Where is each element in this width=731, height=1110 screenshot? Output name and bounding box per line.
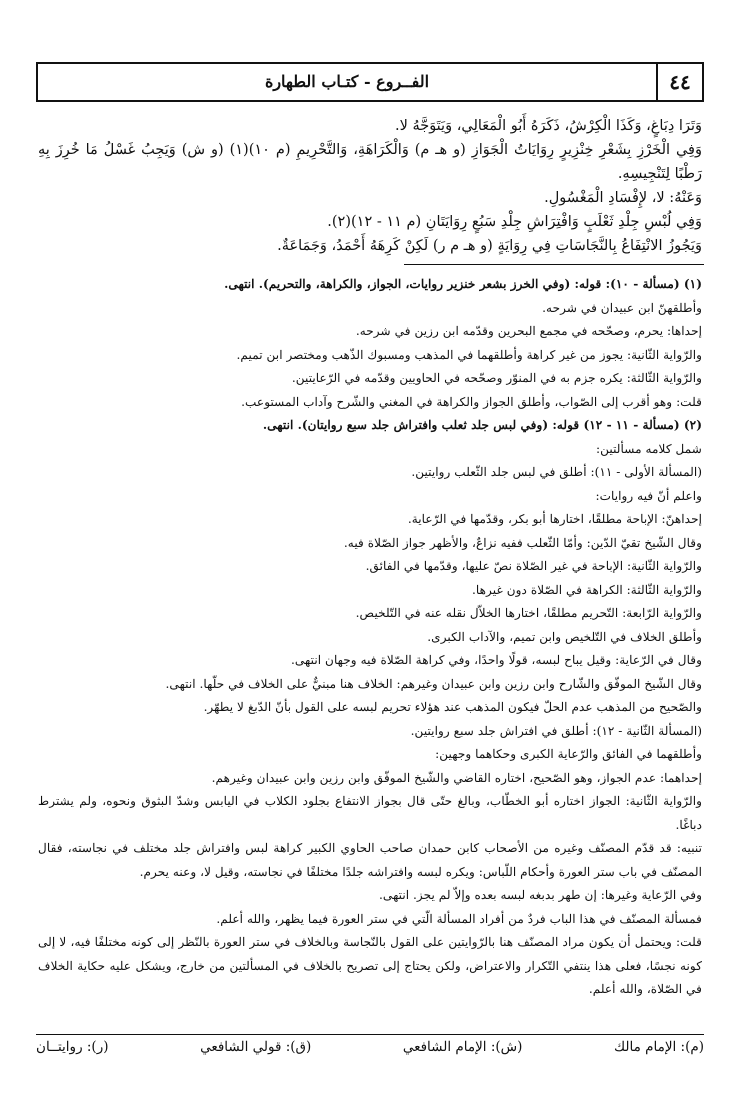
footnote-line: (المسألة الأولى - ١١): أطلق في لبس جلد الثّعلب روايتين. bbox=[411, 465, 702, 479]
footnote-line: إحداها: يحرم، وصحّحه في مجمع البحرين وقدّمه ابن رزين في شرحه. bbox=[355, 324, 702, 338]
legend-shafii-sayings: (ق): قولي الشافعي bbox=[200, 1039, 312, 1055]
footnote-line: (المسألة الثّانية - ١٢): أطلق في افتراش جلد سبع روايتين. bbox=[410, 723, 702, 738]
footnote-line: وفي الرّعاية وغيرها: إن طهر بدبغه لبسه بعده وإلاّ لم يجز. انتهى. bbox=[379, 888, 702, 902]
main-paragraph: وَعَنْهُ: لا، لإِفْسَادِ الْمَغْسُولِ. bbox=[544, 190, 702, 206]
footnote-line: إحداهنّ: الإباحة مطلقًا، اختارها أبو بكر، وقدّمها في الرّعاية. bbox=[407, 512, 702, 526]
footnote-line: والرّواية الثّالثة: الكراهة في الصّلاة دون غيرها. bbox=[472, 582, 702, 597]
footnote-line: والرّواية الثّالثة: يكره جزم به في المنوّر وصحّحه في الحاويين وقدّمه في الرّعايتين. bbox=[291, 371, 702, 385]
page-title: الفــروع - كتـاب الطهارة bbox=[264, 72, 430, 91]
footnote-line: قلت: وهو أقرب إلى الصّواب، وأطلق الجواز والكراهة في المغني والشّرح وآداب المستوعب. bbox=[241, 394, 702, 409]
footnote-line: تنبيه: قد قدّم المصنّف وغيره من الأصحاب كابن حمدان صاحب الحاوي الكبير كراهة لبس وافتراش جلد مختلف في نجاسته، فقال المصنّف في باب ستر العورة وأحكام اللّباس: ويكره لبسه وافتراشه جلدًا مختلفًا في نجاسته، وقيل لا، وعنه يحرم. bbox=[38, 841, 702, 879]
footnote-line: والرّواية الثّانية: الجواز اختاره أبو الخطّاب، وبالغ حتّى قال بجواز الانتفاع بجلود الكلاب في اليابس وشدّ البثوق ونحوه، ولم يشترط دباغًا. bbox=[38, 794, 702, 832]
footnote-line: والصّحيح من المذهب عدم الحلّ فيكون المذهب عند هؤلاء تحريم لبسه على القول بأنّ الدّبغ لا يطهّر. bbox=[203, 700, 702, 714]
main-paragraph: وَفِي لُبْسِ جِلْدِ ثَعْلَبٍ وَافْتِرَاشِ جِلْدِ سَبُعٍ رِوَايَتَانِ (م ١١ - ١٢)(٢). bbox=[327, 214, 702, 230]
footnote-line: إحداهما: عدم الجواز، وهو الصّحيح، اختاره القاضي والشّيخ الموفّق وابن رزين وابن عبيدان وغيرهم. bbox=[211, 770, 702, 785]
legend-two-narrations: (ر): روايتــان bbox=[36, 1039, 109, 1055]
footnote-line: قلت: ويحتمل أن يكون مراد المصنّف هنا بالرّوايتين على القول بالنّجاسة وبالخلاف في ستر العورة بالنّظر إلى كونه مختلفًا فيه، لا إلى كونه نجسًا، فعلى هذا ينتفي التّكرار والاعتراض، ولكن يحتاج إلى تصريح بالخلاف في المسألتين من خارج، ويشكل عليه حكاية الخلاف في الصّلاة، والله أعلم. bbox=[38, 935, 702, 996]
footnote-line: وقال في الرّعاية: وقيل يباح لبسه، قولًا واحدًا، وفي كراهة الصّلاة فيه وجهان انتهى. bbox=[291, 653, 702, 667]
abbreviations-legend bbox=[36, 1034, 704, 1055]
footnote-line: وقال الشّيخ الموفّق والشّارح وابن رزين وابن عبيدان وغيرهم: الخلاف هنا مبنيٌّ على الخلاف في حلّها. انتهى. bbox=[165, 676, 702, 691]
footnotes bbox=[36, 273, 704, 1002]
footnote-line: وأطلق الخلاف في التّلخيص وابن تميم، والآداب الكبرى. bbox=[427, 629, 702, 644]
footnote-line: والرّواية الرّابعة: التّحريم مطلقًا، اختارها الخلاّل نقله عنه في التّلخيص. bbox=[355, 606, 702, 620]
page-header bbox=[36, 62, 704, 102]
footnote-line: شمل كلامه مسألتين: bbox=[596, 441, 702, 456]
main-paragraph: وَفِي الْخَرْزِ بِشَعْرِ خِنْزِيرٍ رِوَايَاتُ الْجَوَازِ (و هـ م) وَالْكَرَاهَةِ، وَالتَّحْرِيمِ (م ١٠)(١) (و ش) وَيَجِبُ غَسْلُ مَا خُرِزَ بِهِ رَطْبًا لِتَنْجِيسِهِ. bbox=[38, 142, 702, 182]
footnote-line: وقال الشّيخ تقيّ الدّين: وأمّا الثّعلب ففيه نزاعٌ، والأظهر جواز الصّلاة فيه. bbox=[343, 535, 702, 550]
legend-malik: (م): الإمام مالك bbox=[613, 1039, 704, 1055]
footnote-line: (١) (مسألة - ١٠): قوله: (وفي الخرز بشعر خنزير روايات، الجواز، والكراهة، والتحريم). انتهى. bbox=[224, 277, 702, 291]
footnote-line: وأطلقهنّ ابن عبيدان في شرحه. bbox=[542, 300, 702, 315]
footnote-line: والرّواية الثّانية: يجوز من غير كراهة وأطلقهما في المذهب ومسبوك الذّهب ومختصر ابن تميم. bbox=[236, 347, 702, 362]
footnote-line: والرّواية الثّانية: الإباحة في غير الصّلاة نصّ عليها، وقدّمها في الفائق. bbox=[365, 559, 702, 573]
page-number: ٤٤ bbox=[656, 64, 702, 100]
main-paragraph: وَتَرَا دِبَاغٍ، وَكَذَا الْكِرْشُ، ذَكَرَهُ أَبُو الْمَعَالِي، وَيَتَوَجَّهُ لا. bbox=[394, 118, 702, 134]
footnote-divider bbox=[404, 264, 704, 265]
document-page bbox=[36, 62, 704, 1002]
footnote-line: وأطلقهما في الفائق والرّعاية الكبرى وحكاهما وجهين: bbox=[435, 747, 702, 761]
main-text bbox=[36, 114, 704, 258]
main-paragraph: وَيَجُوزُ الانْتِفَاعُ بِالنَّجَاسَاتِ فِي رِوَايَةٍ (و هـ م ر) لَكِنْ كَرِهَهُ أَحْمَدُ، وَجَمَاعَةٌ. bbox=[277, 238, 702, 254]
footnote-line: (٢) (مسألة - ١١ - ١٢) قوله: (وفي لبس جلد ثعلب وافتراش جلد سبع روايتان). انتهى. bbox=[262, 418, 702, 432]
footnote-line: واعلم أنّ فيه روايات: bbox=[595, 488, 702, 503]
legend-shafii: (ش): الإمام الشافعي bbox=[402, 1039, 523, 1055]
footnote-line: فمسألة المصنّف في هذا الباب فردٌ من أفراد المسألة الّتي في ستر العورة فيما يظهر، والله أعلم. bbox=[216, 911, 702, 926]
